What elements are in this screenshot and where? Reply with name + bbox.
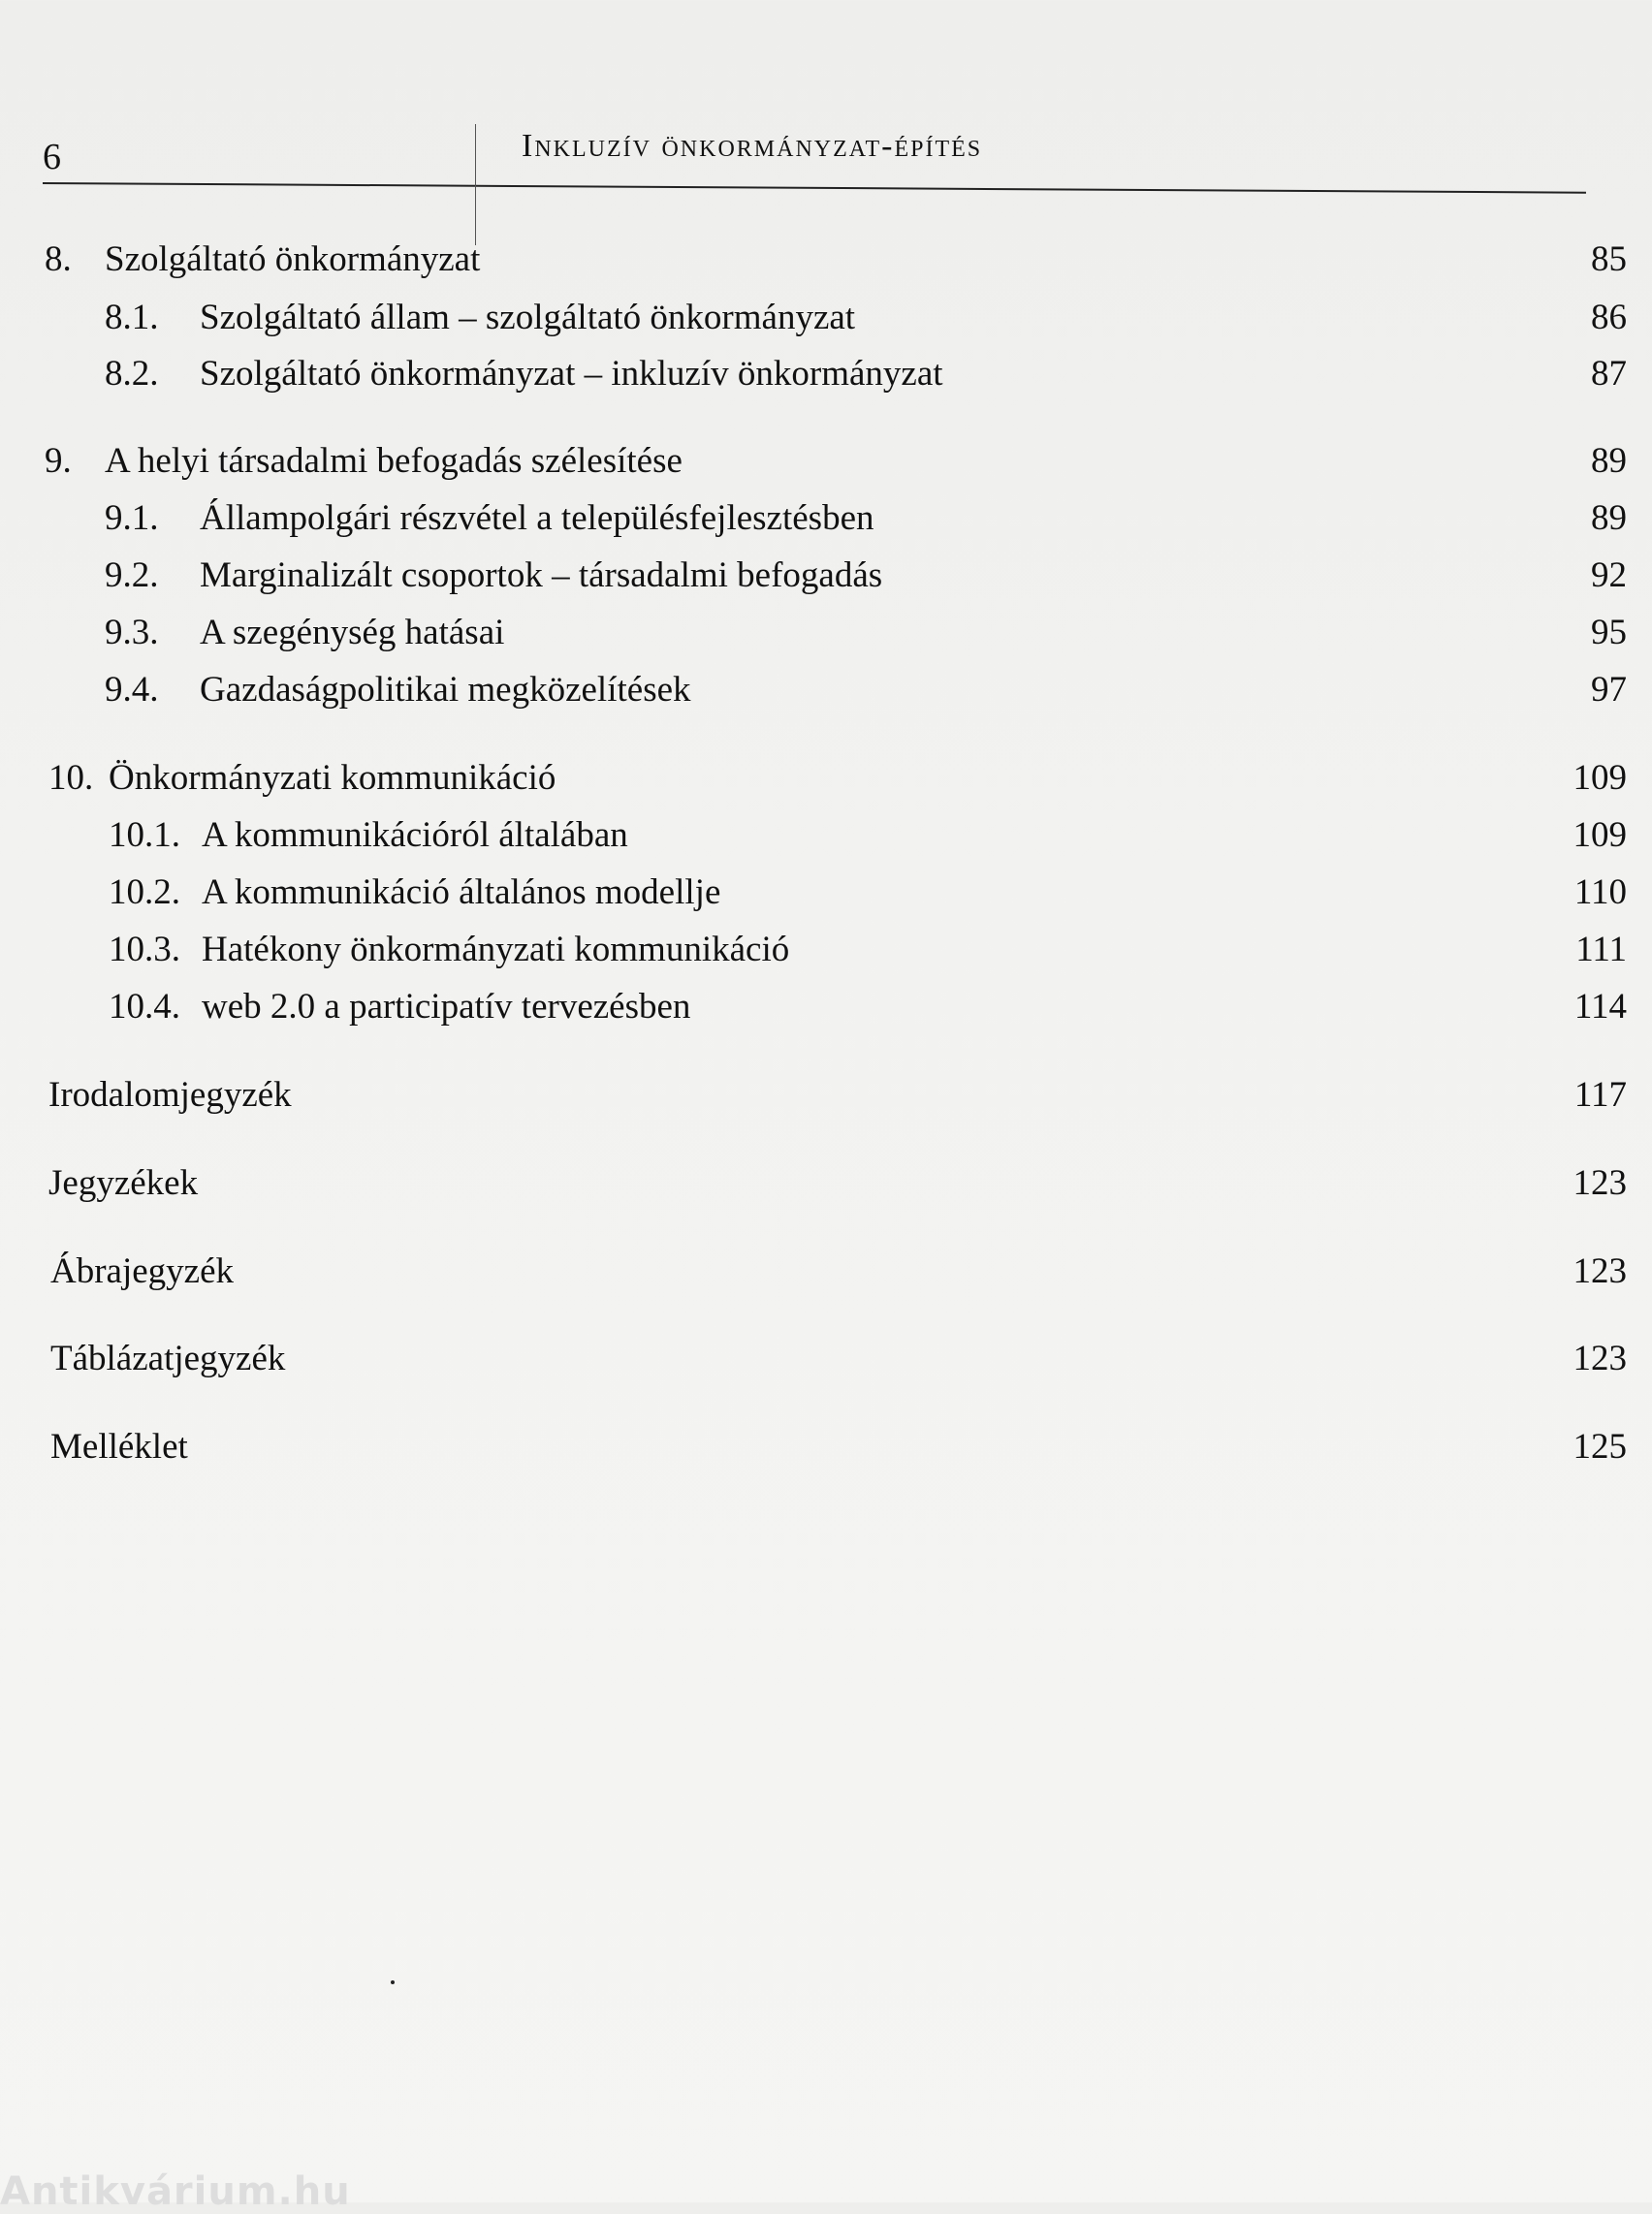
toc-title: Gazdaságpolitikai megközelítések: [200, 670, 691, 710]
toc-entry: [0, 869, 1652, 917]
toc-title: Önkormányzati kommunikáció: [109, 758, 556, 798]
toc-page: 86: [1591, 298, 1627, 337]
toc-entry: [0, 1159, 1652, 1208]
toc-title: Szolgáltató állam – szolgáltató önkormányzat: [200, 298, 856, 337]
toc-title: Táblázatjegyzék: [50, 1339, 286, 1378]
toc-page: 110: [1573, 872, 1627, 912]
toc-number: 9.2.: [105, 555, 159, 595]
toc-number: 10.2.: [109, 872, 180, 912]
toc-entry: [0, 437, 1652, 486]
toc-number: 8.: [45, 239, 72, 279]
toc-page: 95: [1591, 613, 1627, 652]
toc-page: 117: [1573, 1075, 1627, 1115]
toc-number: 9.: [45, 441, 72, 481]
toc-page: 123: [1573, 1339, 1627, 1378]
toc-number: 10.1.: [109, 815, 180, 855]
toc-number: 9.4.: [105, 670, 159, 710]
toc-title: A helyi társadalmi befogadás szélesítése: [105, 441, 683, 481]
toc-entry: [0, 926, 1652, 974]
toc-title: Szolgáltató önkormányzat – inkluzív önkormányzat: [200, 354, 943, 394]
toc-entry: [0, 1423, 1652, 1471]
toc-entry: [0, 609, 1652, 657]
toc-number: 10.: [48, 758, 94, 798]
toc-title: Irodalomjegyzék: [48, 1075, 292, 1115]
toc-title: Állampolgári részvétel a településfejlesztésben: [200, 498, 874, 538]
toc-page: 85: [1591, 239, 1627, 279]
toc-title: A kommunikáció általános modellje: [202, 872, 721, 912]
toc-entry: [0, 236, 1652, 284]
toc-entry: [0, 983, 1652, 1031]
toc-page: 125: [1573, 1427, 1627, 1467]
toc-title: Melléklet: [50, 1427, 188, 1467]
toc-title: Ábrajegyzék: [50, 1251, 235, 1291]
toc-entry: [0, 552, 1652, 600]
watermark: Antikvárium.hu: [0, 2169, 351, 2214]
toc-page: 123: [1573, 1251, 1627, 1291]
page-header: [43, 126, 1584, 188]
toc-title: web 2.0 a participatív tervezésben: [202, 987, 691, 1027]
toc-page: 123: [1573, 1163, 1627, 1203]
toc-page: 89: [1591, 441, 1627, 481]
toc-page: 92: [1591, 555, 1627, 595]
toc-entry: [0, 666, 1652, 714]
toc-entry: [0, 494, 1652, 543]
toc-entry: [0, 1248, 1652, 1296]
toc-page: 109: [1573, 815, 1627, 855]
toc-page: 109: [1573, 758, 1627, 798]
toc-number: 8.2.: [105, 354, 159, 394]
header-divider: [475, 124, 476, 245]
toc-title: A kommunikációról általában: [202, 815, 628, 855]
toc-entry: [0, 811, 1652, 860]
toc-title: Hatékony önkormányzati kommunikáció: [202, 930, 790, 969]
toc-entry: [0, 350, 1652, 398]
toc-entry: [0, 754, 1652, 803]
running-title: Inkluzív önkormányzat-építés: [522, 128, 983, 164]
toc-title: Jegyzékek: [48, 1163, 199, 1203]
toc-number: 10.3.: [109, 930, 180, 969]
page-number: 6: [43, 137, 61, 177]
toc-page: 87: [1591, 354, 1627, 394]
toc-number: 10.4.: [109, 987, 180, 1027]
toc-title: Szolgáltató önkormányzat: [105, 239, 481, 279]
toc-entry: [0, 294, 1652, 342]
toc-title: A szegénység hatásai: [200, 613, 505, 652]
toc-number: 9.1.: [105, 498, 159, 538]
toc-page: 97: [1591, 670, 1627, 710]
stray-dot: [391, 1980, 395, 1984]
toc-page: 111: [1575, 930, 1627, 969]
toc-number: 9.3.: [105, 613, 159, 652]
toc-title: Marginalizált csoportok – társadalmi befogadás: [200, 555, 883, 595]
toc-entry: [0, 1335, 1652, 1383]
toc-page: 89: [1591, 498, 1627, 538]
toc-page: 114: [1573, 987, 1627, 1027]
toc-entry: [0, 1071, 1652, 1120]
toc-number: 8.1.: [105, 298, 159, 337]
